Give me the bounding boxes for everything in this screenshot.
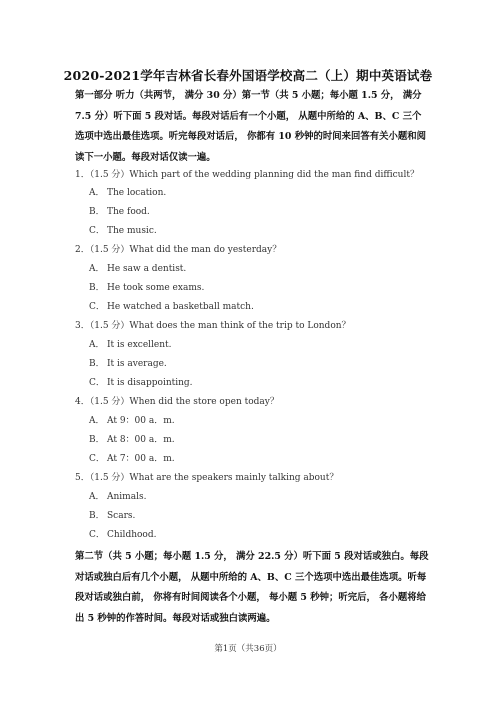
answer-option: A． At 9：00 a．m. [89, 416, 175, 426]
answer-option: A． It is excellent. [89, 340, 172, 350]
part1-instructions: 第一部分 听力（共两节， 满分 30 分）第一节（共 5 小题；每小题 1.5 分， 满分 7.5 分）听下面 5 段对话。每段对话后有一个小题， 从题中所给的 A、B、C 三个选项中选出最佳选项。听完每段对话后， 你都有 10 秒钟的时间来回答有关小题和阅读下一小题。每段对话仅读一遍。 [75, 90, 426, 163]
answer-option: C． Childhood. [89, 530, 157, 540]
answer-option: A． Animals. [89, 492, 147, 502]
answer-option: B． He took some exams. [89, 283, 205, 293]
page-footer: 第1页（共36页） [214, 644, 282, 654]
answer-option: C． The music. [89, 226, 157, 236]
question-stem: 5．（1.5 分）What are the speakers mainly talking about？ [75, 473, 339, 483]
part2-instructions: 第二节（共 5 小题；每小题 1.5 分， 满分 22.5 分）听下面 5 段对话或独白。每段对话或独白后有几个小题， 从题中所给的 A、B、C 三个选项中选出最佳选项。听每段对话或独白前， 你将有时间阅读各个小题， 每小题 5 秒钟；听完后， 各小题将给出 5 秒钟的作答时间。每段对话或独白读两遍。 [75, 551, 429, 624]
answer-option: C． He watched a basketball match. [89, 302, 254, 312]
question-stem: 2．（1.5 分）What did the man do yesterday？ [75, 245, 282, 255]
answer-option: B． Scars. [89, 511, 136, 521]
answer-option: C． It is disappointing. [89, 378, 193, 388]
page-title: 2020-2021学年吉林省长春外国语学校高二（上）期中英语试卷 [63, 68, 433, 83]
answer-option: B． At 8：00 a．m. [89, 435, 175, 445]
question-stem: 4．（1.5 分）When did the store open today？ [75, 397, 279, 407]
answer-option: C． At 7：00 a．m. [89, 454, 175, 464]
answer-option: A． He saw a dentist. [89, 264, 187, 274]
question-stem: 3．（1.5 分）What does the man think of the trip to London？ [75, 321, 351, 331]
answer-option: B． The food. [89, 207, 150, 217]
answer-option: A． The location. [89, 188, 167, 198]
question-stem: 1．（1.5 分）Which part of the wedding planning did the man find difficult？ [75, 170, 419, 180]
answer-option: B． It is average. [89, 359, 167, 369]
